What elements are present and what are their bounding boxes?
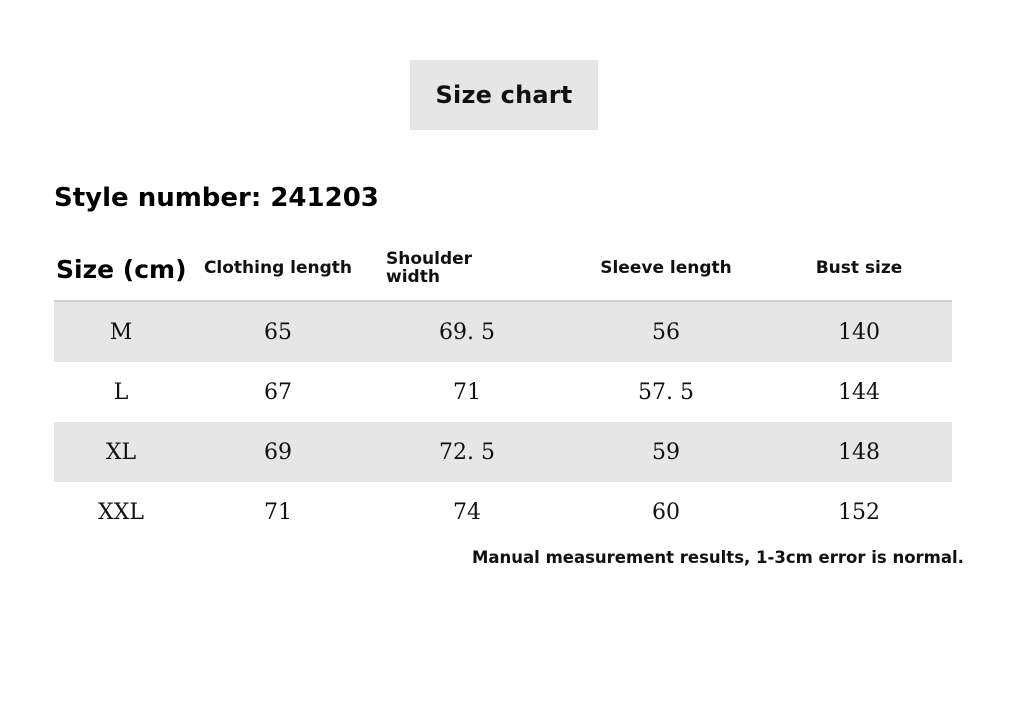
cell-sleeve-length: 57. 5 bbox=[638, 379, 694, 405]
cell-shoulder-width: 69. 5 bbox=[439, 319, 495, 345]
table-row bbox=[54, 302, 952, 362]
cell-bust-size: 144 bbox=[838, 379, 880, 405]
cell-shoulder-width: 72. 5 bbox=[439, 439, 495, 465]
cell-shoulder-width: 74 bbox=[453, 499, 481, 525]
cell-sleeve-length: 59 bbox=[652, 439, 680, 465]
cell-clothing-length: 69 bbox=[264, 439, 292, 465]
column-header-shoulder-width bbox=[368, 251, 566, 287]
column-header-sleeve-length: Sleeve length bbox=[600, 258, 732, 279]
cell-sleeve-length: 60 bbox=[652, 499, 680, 525]
cell-clothing-length: 67 bbox=[264, 379, 292, 405]
table-row bbox=[54, 362, 952, 422]
cell-size: XL bbox=[105, 439, 137, 465]
page-title: Size chart bbox=[435, 81, 573, 109]
cell-sleeve-length: 56 bbox=[652, 319, 680, 345]
column-header-clothing-length: Clothing length bbox=[203, 258, 353, 279]
cell-size: M bbox=[109, 319, 133, 345]
cell-size: L bbox=[113, 379, 129, 405]
table-header-row bbox=[54, 238, 952, 300]
cell-bust-size: 140 bbox=[838, 319, 880, 345]
measurement-note: Manual measurement results, 1-3cm error is normal. bbox=[472, 548, 964, 567]
column-header-shoulder-width-line1: Shoulder bbox=[386, 249, 473, 270]
table-row bbox=[54, 482, 952, 542]
column-header-shoulder-width-line2: width bbox=[386, 267, 440, 287]
column-header-bust-size: Bust size bbox=[815, 258, 903, 279]
size-chart-title-badge bbox=[410, 60, 598, 130]
column-header-size: Size (cm) bbox=[56, 254, 187, 284]
cell-bust-size: 148 bbox=[838, 439, 880, 465]
size-chart-table bbox=[54, 238, 952, 542]
cell-clothing-length: 65 bbox=[264, 319, 292, 345]
cell-clothing-length: 71 bbox=[264, 499, 292, 525]
style-number: Style number: 241203 bbox=[54, 183, 379, 213]
cell-size: XXL bbox=[98, 499, 144, 525]
table-row bbox=[54, 422, 952, 482]
cell-shoulder-width: 71 bbox=[453, 379, 481, 405]
cell-bust-size: 152 bbox=[838, 499, 880, 525]
